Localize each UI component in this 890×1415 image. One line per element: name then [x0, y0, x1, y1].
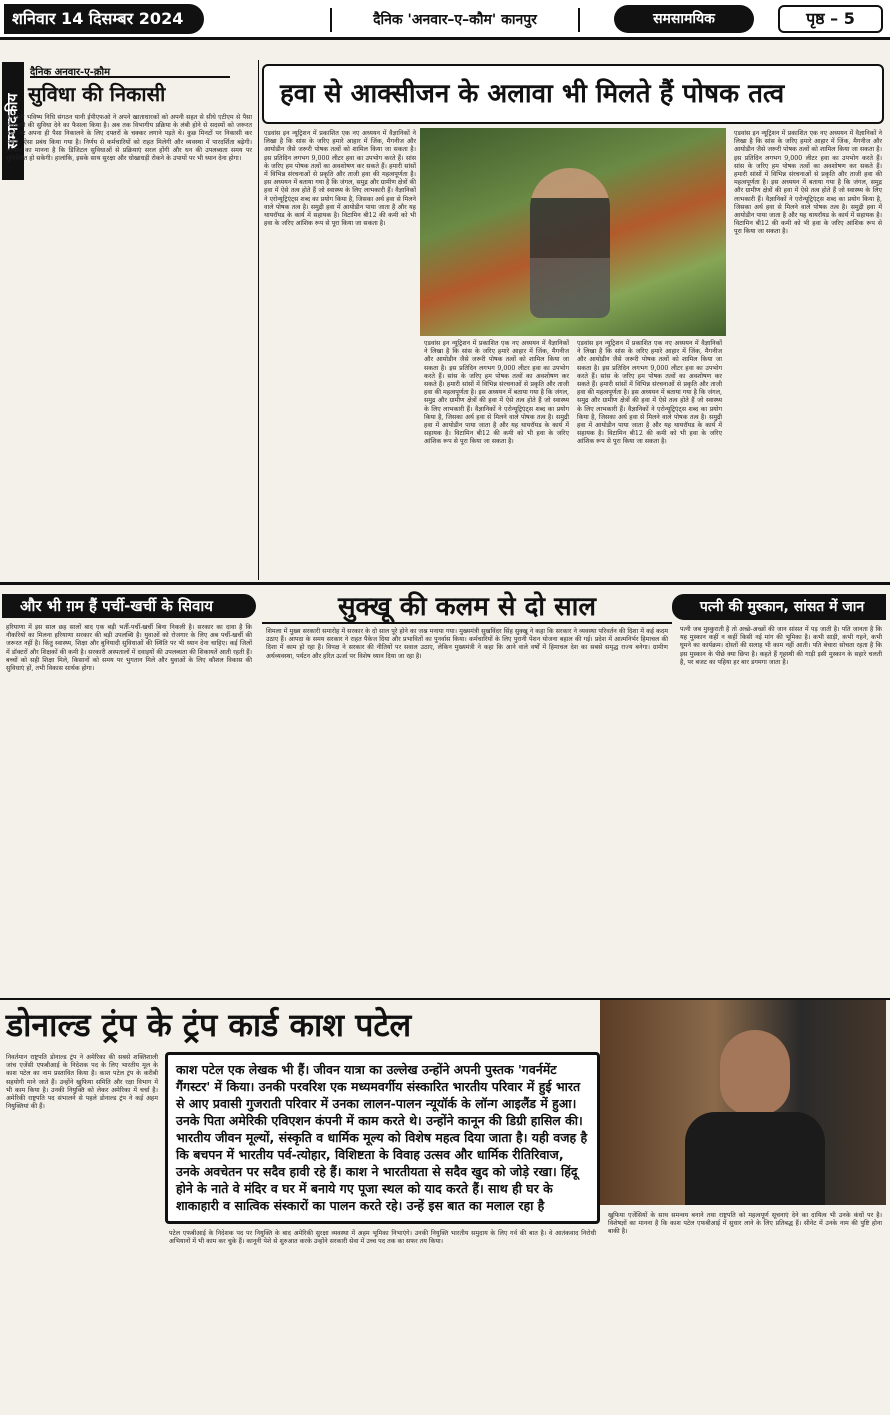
issue-date: शनिवार 14 दिसम्बर 2024 [4, 4, 204, 34]
patni-body [676, 624, 886, 997]
main-article-text: एडवांस इन न्यूट्रिशन में प्रकाशित एक नए अध्ययन में वैज्ञानिकों ने लिखा है कि सांस के जरिए हमारे आहार में जिंक, मैगनीज और आयोडीन जैसे जरूरी पोषक तत्वों को शामिल किया जा सकता है। इस प्रतिदिन लगभग 9,000 लीटर हवा का उपभोग करते हैं। सांस के जरिए हम पोषक तत्वों का अवशोषण कर सकते हैं। हमारी सांसों में विभिन्न संरचनाओं से प्रकृति और ताजी हवा की महत्वपूर्णता है। इस अध्ययन में बताया गया है कि जंगल, समुद्र और ग्रामीण क्षेत्रों की हवा में ऐसे तत्व होते हैं जो स्वास्थ्य के लिए लाभकारी हैं। वैज्ञानिकों ने एरोन्यूट्रिएंट्स शब्द का प्रयोग किया है, जिसका अर्थ हवा से मिलने वाले पोषक तत्व है। समुद्री हवा में आयोडीन पाया जाता है और यह थायरॉयड के कार्य में सहायक है। विटामिन बी12 की कमी को भी हवा के जरिए आंशिक रूप से पूरा किया जा सकता है। [424, 340, 569, 446]
section-label: समसामयिक [614, 5, 754, 33]
story-left2-body [2, 622, 256, 997]
story-left2-headline: और भी ग़म हैं पर्ची-खर्ची के सिवाय [20, 597, 213, 615]
portrait-suit [685, 1112, 825, 1205]
patel-body-left [2, 1052, 162, 1412]
kash-patel-photo [600, 1000, 886, 1205]
publication-name: दैनिक 'अनवार–ए–कौम' कानपुर [330, 8, 580, 32]
main-article-column-3 [573, 338, 726, 575]
editorial-kicker: दैनिक अनवार-ए-क़ौम [30, 64, 230, 78]
portrait-face [720, 1030, 790, 1115]
patni-text: पत्नी जब मुस्कुराती है तो अच्छे-अच्छों की जान सांसत में पड़ जाती है। पति जानता है कि यह मुस्कान कहीं न कहीं किसी नई मांग की भूमिका है। कभी साड़ी, कभी गहने, कभी घूमने का कार्यक्रम। दोस्तों की सलाह भी काम नहीं आती। पति बेचारा सोचता रहता है कि इस मुस्कान के पीछे क्या छिपा है। कहते हैं गृहस्थी की गाड़ी इसी मुस्कान के सहारे चलती है, पर बजट का पहिया हर बार डगमगा जाता है। [680, 626, 882, 666]
editorial-headline: सुविधा की निकासी [28, 82, 166, 106]
patel-body-row [165, 1228, 600, 1412]
yoga-meditation-photo [420, 128, 726, 336]
main-headline: हवा से आक्सीजन के अलावा भी मिलते हैं पोषक तत्व [280, 79, 785, 109]
main-article-text: एडवांस इन न्यूट्रिशन में प्रकाशित एक नए अध्ययन में वैज्ञानिकों ने लिखा है कि सांस के जरिए हमारे आहार में जिंक, मैगनीज और आयोडीन जैसे जरूरी पोषक तत्वों को शामिल किया जा सकता है। इस प्रतिदिन लगभग 9,000 लीटर हवा का उपभोग करते हैं। सांस के जरिए हम पोषक तत्वों का अवशोषण कर सकते हैं। हमारी सांसों में विभिन्न संरचनाओं से प्रकृति और ताजी हवा की महत्वपूर्णता है। इस अध्ययन में बताया गया है कि जंगल, समुद्र और ग्रामीण क्षेत्रों की हवा में ऐसे तत्व होते हैं जो स्वास्थ्य के लिए लाभकारी हैं। वैज्ञानिकों ने एरोन्यूट्रिएंट्स शब्द का प्रयोग किया है, जिसका अर्थ हवा से मिलने वाले पोषक तत्व है। समुद्री हवा में आयोडीन पाया जाता है और यह थायरॉयड के कार्य में सहायक है। विटामिन बी12 की कमी को भी हवा के जरिए आंशिक रूप से पूरा किया जा सकता है। [577, 340, 722, 446]
page-number: पृष्ठ – 5 [778, 5, 883, 33]
editorial-body [2, 112, 256, 578]
section-divider [0, 582, 890, 585]
sukhu-headline: सुक्खू की कलम से दो साल [262, 590, 672, 624]
meditating-person [530, 168, 610, 318]
main-article-text: एडवांस इन न्यूट्रिशन में प्रकाशित एक नए अध्ययन में वैज्ञानिकों ने लिखा है कि सांस के जरिए हमारे आहार में जिंक, मैगनीज और आयोडीन जैसे जरूरी पोषक तत्वों को शामिल किया जा सकता है। इस प्रतिदिन लगभग 9,000 लीटर हवा का उपभोग करते हैं। सांस के जरिए हम पोषक तत्वों का अवशोषण कर सकते हैं। हमारी सांसों में विभिन्न संरचनाओं से प्रकृति और ताजी हवा की महत्वपूर्णता है। इस अध्ययन में बताया गया है कि जंगल, समुद्र और ग्रामीण क्षेत्रों की हवा में ऐसे तत्व होते हैं जो स्वास्थ्य के लिए लाभकारी हैं। वैज्ञानिकों ने एरोन्यूट्रिएंट्स शब्द का प्रयोग किया है, जिसका अर्थ हवा से मिलने वाले पोषक तत्व है। समुद्री हवा में आयोडीन पाया जाता है और यह थायरॉयड के कार्य में सहायक है। विटामिन बी12 की कमी को भी हवा के जरिए आंशिक रूप से पूरा किया जा सकता है। [734, 130, 882, 236]
patel-pull-quote: काश पटेल एक लेखक भी हैं। जीवन यात्रा का उल्लेख उन्होंने अपनी पुस्तक 'गवर्नमेंट गैंगस्टर' में किया। उनकी परवरिश एक मध्यमवर्गीय संस्कारित भारतीय परिवार में हुई भारत से आए प्रवासी गुजराती परिवार में उनका लालन-पालन न्यूयॉर्क के लॉन्ग आइलैंड में हुआ। उनके पिता अमेरिकी एविएशन कंपनी में काम करते थे। उन्होंने कानून की डिग्री हासिल की। भारतीय जीवन मूल्यों, संस्कृति व धार्मिक मूल्य को विशेष महत्व दिया जाता है। यही वजह है कि बचपन में भारतीय पर्व-त्योहार, विशिष्टता के विवाह उत्सव और धार्मिक रीतिरिवाज, उनके अवचेतन पर सदैव हावी रहे हैं। काश ने भारतीयता से सदैव खुद को जोड़े रखा। हिंदू होने के नाते वे मंदिर व घर में बनाये गए पूजा स्थल को याद करते हैं। साथ ही घर के शाकाहारी व सात्विक संस्कारों का पालन करते रहे। उन्हें इस बात का मलाल रहा है [165, 1052, 600, 1224]
main-article-column-2 [420, 338, 573, 575]
editorial-side-tab: सम्पादकीय [2, 62, 24, 180]
patel-text-left: निवर्तमान राष्ट्रपति डोनाल्ड ट्रंप ने अमेरिका की सबसे शक्तिशाली जांच एजेंसी एफबीआई के निदेशक पद के लिए भारतीय मूल के काश पटेल का नाम प्रस्तावित किया है। काश पटेल ट्रंप के करीबी सहयोगी माने जाते हैं। उन्होंने खुफिया समिति और रक्षा विभाग में भी काम किया है। उनकी नियुक्ति को लेकर अमेरिका में चर्चा है। अमेरिकी राष्ट्रपति पद संभालने से पहले डोनाल्ड ट्रंप ने कई अहम नियुक्तियां की हैं। [6, 1054, 158, 1111]
main-article-column-1 [260, 128, 420, 575]
sukhu-text: शिमला में मुख्य सरकारी समारोह में सरकार के दो साल पूरे होने का जश्न मनाया गया। मुख्यमंत्री सुखविंदर सिंह सुक्खू ने कहा कि सरकार ने व्यवस्था परिवर्तन की दिशा में कई कदम उठाए हैं। आपदा के समय सरकार ने राहत पैकेज दिया और प्रभावितों का पुनर्वास किया। कर्मचारियों के लिए पुरानी पेंशन योजना बहाल की गई। प्रदेश में आत्मनिर्भर हिमाचल की दिशा में काम हो रहा है। विपक्ष ने सरकार की नीतियों पर सवाल उठाए, लेकिन मुख्यमंत्री ने कहा कि आने वाले वर्षों में हिमाचल देश का सबसे समृद्ध राज्य बनेगा। ग्रामीण अर्थव्यवस्था, पर्यटन और हरित ऊर्जा पर विशेष ध्यान दिया जा रहा है। [266, 628, 668, 660]
patni-headline: पत्नी की मुस्कान, सांसत में जान [699, 599, 865, 615]
story-left2-text: हरियाणा में इस साल छह सालों बाद एक बड़ी भर्ती-पर्ची-खर्ची बिना निकली है। सरकार का दावा है कि नौकरियों का मिलना हरियाणा सरकार की बड़ी उपलब्धि है। युवाओं को रोजगार के लिए अब पर्ची-खर्ची की जरूरत नहीं है। किंतु स्वास्थ्य, शिक्षा और बुनियादी सुविधाओं की स्थिति पर भी ध्यान देना चाहिए। कई जिलों में डॉक्टरों और शिक्षकों की कमी है। सरकारी अस्पतालों में दवाइयों की उपलब्धता की शिकायतें आती रहती हैं। बच्चों को सही शिक्षा मिले, किसानों को समय पर भुगतान मिले और युवाओं के लिए कौशल विकास की सुविधाएं हों, तभी विकास सार्थक होगा। [6, 624, 252, 673]
main-article-text: एडवांस इन न्यूट्रिशन में प्रकाशित एक नए अध्ययन में वैज्ञानिकों ने लिखा है कि सांस के जरिए हमारे आहार में जिंक, मैगनीज और आयोडीन जैसे जरूरी पोषक तत्वों को शामिल किया जा सकता है। इस प्रतिदिन लगभग 9,000 लीटर हवा का उपभोग करते हैं। सांस के जरिए हम पोषक तत्वों का अवशोषण कर सकते हैं। हमारी सांसों में विभिन्न संरचनाओं से प्रकृति और ताजी हवा की महत्वपूर्णता है। इस अध्ययन में बताया गया है कि जंगल, समुद्र और ग्रामीण क्षेत्रों की हवा में ऐसे तत्व होते हैं जो स्वास्थ्य के लिए लाभकारी हैं। वैज्ञानिकों ने एरोन्यूट्रिएंट्स शब्द का प्रयोग किया है, जिसका अर्थ हवा से मिलने वाले पोषक तत्व है। समुद्री हवा में आयोडीन पाया जाता है और यह थायरॉयड के कार्य में सहायक है। विटामिन बी12 की कमी को भी हवा के जरिए आंशिक रूप से पूरा किया जा सकता है। [264, 130, 416, 228]
sukhu-body [262, 626, 672, 997]
patel-body-right [604, 1210, 886, 1412]
column-divider [258, 60, 259, 580]
editorial-text: कर्मचारी भविष्य निधि संगठन यानी ईपीएफओ ने अपने खाताधारकों को अपनी सहत से सीधे एटीएम से पैसा निकालने की सुविधा देने का फैसला किया है। अब तक विभागीय प्रक्रिया के लंबी होने से सदस्यों को जरूरत पड़ने पर अपना ही पैसा निकालने के लिए दफ्तरों के चक्कर लगाने पड़ते थे। कुछ मिनटों पर निकासी कर सकेंगे, ऐसा प्रबंध किया गया है। निर्णय से कर्मचारियों को राहत मिलेगी और व्यवस्था में पारदर्शिता बढ़ेगी। सरकार का मानना है कि डिजिटल सुविधाओं से प्रक्रियाएं सरल होंगी और धन की उपलब्धता समय पर सुनिश्चित हो सकेगी। हालांकि, इसके साथ सुरक्षा और धोखाधड़ी रोकने के उपायों पर भी ध्यान देना होगा। [6, 114, 252, 163]
main-article-column-4 [730, 128, 886, 575]
patel-text-right: खुफिया एजेंसियों के साथ समन्वय बनाने तथा राष्ट्रपति को महत्वपूर्ण सूचनाएं देने का दायित्व भी उनके कंधों पर है। विशेषज्ञों का मानना है कि काश पटेल एफबीआई में सुधार लाने के लिए प्रतिबद्ध हैं। सीनेट में उनके नाम की पुष्टि होना बाकी है। [608, 1212, 882, 1236]
patel-headline: डोनाल्ड ट्रंप के ट्रंप कार्ड काश पटेल [6, 1006, 412, 1044]
patel-text-row: पटेल एफबीआई के निदेशक पद पर नियुक्ति के बाद अमेरिकी सुरक्षा व्यवस्था में अहम भूमिका निभाएंगे। उनकी नियुक्ति भारतीय समुदाय के लिए गर्व की बात है। वे आतंकवाद निरोधी अभियानों में भी काम कर चुके हैं। कानूनी पेशे से शुरुआत करके उन्होंने सरकारी सेवा में उच्च पद तक का सफर तय किया। [169, 1230, 596, 1246]
